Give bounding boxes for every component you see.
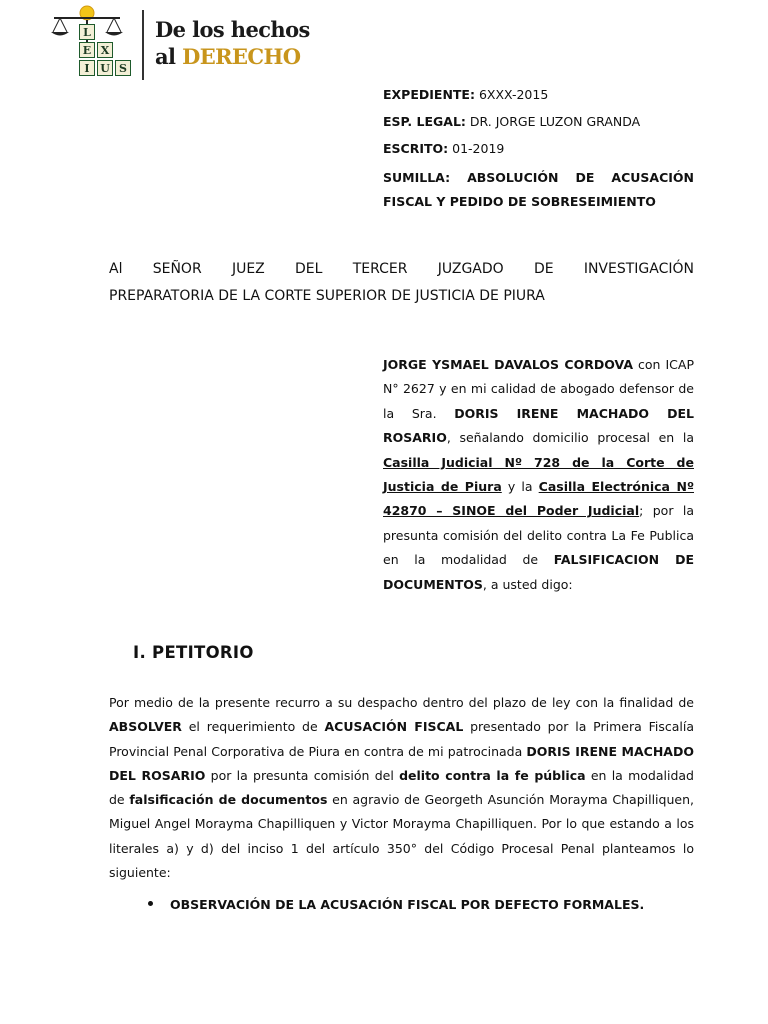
expediente-value: 6XXX-2015	[478, 87, 549, 102]
escrito-value: 01-2019	[452, 141, 505, 156]
party-text-4: ; por la presunta comisión del delito contra La Fe Publica en la modalidad de	[383, 503, 694, 568]
logo-tile-e: E	[79, 42, 95, 58]
party-casilla-judicial: Casilla Judicial Nº 728 de la Corte de Justicia de Piura	[383, 454, 694, 495]
expediente-label: EXPEDIENTE:	[383, 87, 475, 102]
body-text-5: en la modalidad de	[109, 767, 694, 808]
party-paragraph	[383, 353, 694, 597]
party-casilla-electronica: Casilla Electrónica Nº 42870 – SINOE del Poder Judicial	[383, 479, 694, 519]
party-text-1: con ICAP N° 2627 y en mi calidad de abogado defensor de la Sra.	[383, 357, 694, 421]
body-text-2: el requerimiento de	[181, 719, 325, 735]
party-text-3: y la	[501, 479, 539, 495]
body-bold-3: DORIS IRENE MACHADO DEL ROSARIO	[109, 743, 694, 783]
logo-tagline-line1: De los hechos	[155, 17, 310, 42]
logo-tile-s: S	[115, 60, 131, 76]
party-text-5: , a usted digo:	[482, 576, 573, 592]
sumilla: SUMILLA: ABSOLUCIÓN DE ACUSACIÓN FISCAL Y PEDIDO DE SOBRESEIMIENTO	[383, 170, 694, 209]
section-title-petitorio: I. PETITORIO	[133, 643, 254, 662]
court-address	[109, 256, 694, 310]
logo-tile-i: I	[79, 60, 95, 76]
expediente-line	[383, 87, 548, 102]
court-address-line1: Al SEÑOR JUEZ DEL TERCER JUZGADO DE INVESTIGACIÓN	[109, 261, 694, 277]
escrito-line	[383, 141, 504, 156]
esp-legal-line	[383, 114, 640, 129]
logo-tagline-prefix: al	[155, 44, 176, 69]
bullet-dot-icon	[148, 901, 153, 906]
logo-tile-l: L	[79, 24, 95, 40]
logo-tile-x: X	[97, 42, 113, 58]
body-bold-4: delito contra la fe pública	[399, 767, 586, 783]
body-bold-2: ACUSACIÓN FISCAL	[324, 719, 464, 735]
court-address-line2: PREPARATORIA DE LA CORTE SUPERIOR DE JUSTICIA DE PIURA	[109, 288, 545, 304]
escrito-label: ESCRITO:	[383, 141, 449, 156]
logo-tagline-highlight: DERECHO	[182, 44, 301, 69]
logo-tile-u: U	[97, 60, 113, 76]
logo-divider	[142, 10, 144, 80]
esp-legal-value: DR. JORGE LUZON GRANDA	[469, 114, 641, 129]
party-client: DORIS IRENE MACHADO DEL ROSARIO	[383, 405, 694, 446]
party-delito: FALSIFICACION DE DOCUMENTOS	[383, 552, 694, 592]
body-text-1: Por medio de la presente recurro a su despacho dentro del plazo de ley con la finalidad de	[109, 695, 694, 710]
party-text-2: , señalando domicilio procesal en la	[446, 430, 694, 446]
bullet-item	[148, 897, 644, 912]
body-text-3: presentado por la Primera Fiscalía Provincial Penal Corporativa de Piura en contra de mi patrocinada	[109, 719, 694, 759]
esp-legal-label: ESP. LEGAL:	[383, 114, 466, 129]
body-bold-5: falsificación de documentos	[129, 792, 328, 808]
body-bold-1: ABSOLVER	[109, 719, 182, 735]
body-text-6: en agravio de Georgeth Asunción Morayma Chapilliquen, Miguel Angel Morayma Chapilliquen y Victor Morayma Chapilliquen. Por lo que estando a los literales a) y d) del inciso 1 del artículo 350° del Código Procesal Penal planteamos lo siguiente:	[109, 792, 694, 881]
logo-tagline-line2	[155, 44, 300, 69]
party-name: JORGE YSMAEL DAVALOS CORDOVA	[383, 357, 634, 372]
body-text-4: por la presunta comisión del	[205, 767, 400, 783]
petitorio-paragraph	[109, 691, 694, 885]
bullet-text: OBSERVACIÓN DE LA ACUSACIÓN FISCAL POR DEFECTO FORMALES.	[170, 897, 645, 912]
